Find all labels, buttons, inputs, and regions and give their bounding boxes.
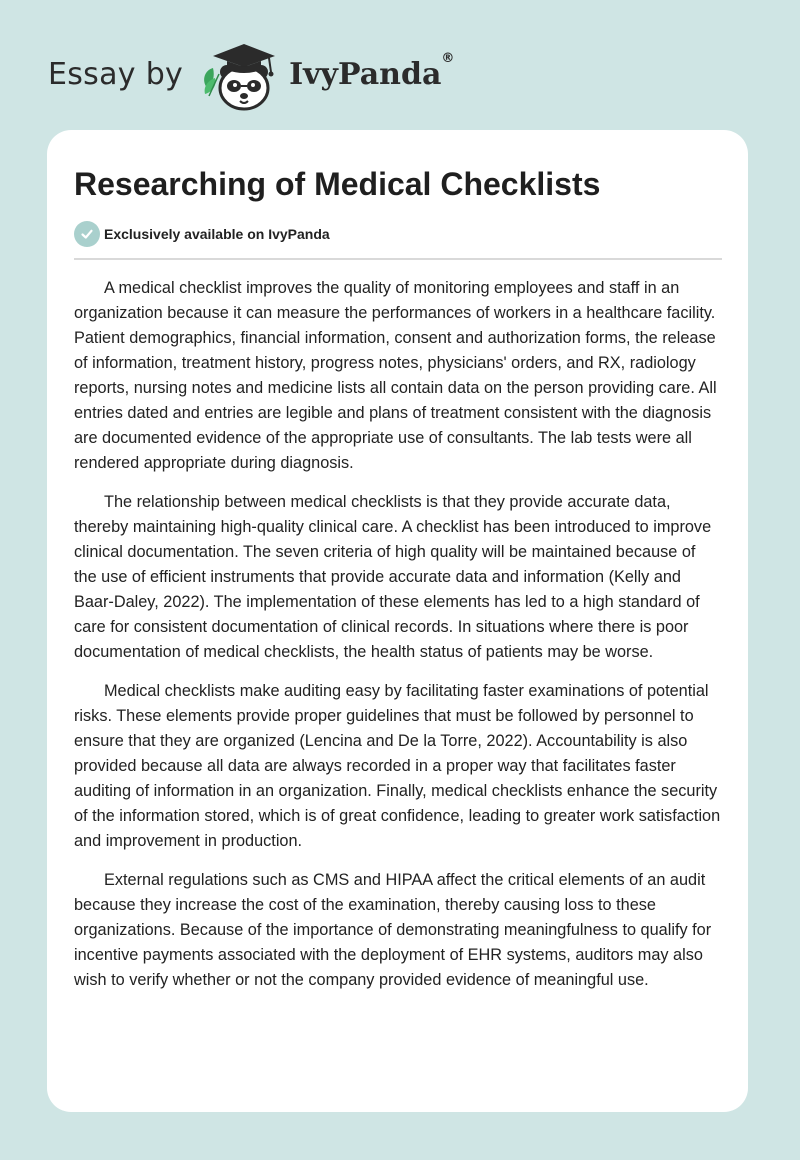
- essay-card: [47, 130, 748, 1112]
- exclusive-label: Exclusively available on IvyPanda: [104, 226, 330, 242]
- panda-logo-icon: [197, 34, 287, 114]
- exclusive-badge: [74, 221, 722, 247]
- paragraph-4: External regulations such as CMS and HIPAA affect the critical elements of an audit because they increase the cost of the examination, thereby causing loss to these organizations. Because of the importance of demonstrating meaningfulness to qualify for incentive payments associated with the deployment of EHR systems, auditors may also wish to verify whether or not the company provided evidence of meaningful use.: [74, 871, 712, 989]
- brand-name-text: IvyPanda: [289, 56, 442, 92]
- paragraph-2: The relationship between medical checklists is that they provide accurate data, thereby maintaining high-quality clinical care. A checklist has been introduced to improve clinical documentation. The seven criteria of high quality will be maintained because of the use of efficient instruments that provide accurate data and information (Kelly and Baar-Daley, 2022). The implementation of these elements has led to a high standard of care for consistent documentation of clinical records. In situations where there is poor documentation of medical checklists, the health status of patients may be worse.: [74, 493, 712, 661]
- essay-body: [74, 276, 722, 993]
- paragraph-3: Medical checklists make auditing easy by facilitating faster examinations of potential risks. These elements provide proper guidelines that must be followed by personnel to ensure that they are organized (Lencina and De la Torre, 2022). Accountability is also provided because all data are always recorded in a proper way that facilitates faster auditing of information in an organization. Finally, medical checklists enhance the security of the information stored, which is of great confidence, leading to greater work satisfaction and improvement in production.: [74, 682, 721, 850]
- paragraph-1: A medical checklist improves the quality of monitoring employees and staff in an organization because it can measure the performances of workers in a healthcare facility. Patient demographics, financial information, consent and authorization forms, the release of information, treatment history, progress notes, physicians' orders, and RX, radiology reports, nursing notes and medicine lists all contain data on the person providing care. All entries dated and entries are legible and plans of treatment consistent with the diagnosis are documented evidence of the appropriate use of consultants. The lab tests were all rendered appropriate during diagnosis.: [74, 279, 717, 472]
- brand-name: [289, 50, 455, 92]
- divider: [74, 258, 722, 260]
- registered-mark: ®: [441, 50, 455, 66]
- check-icon: [74, 221, 100, 247]
- page-title: Researching of Medical Checklists: [74, 166, 601, 202]
- brand-prefix: Essay by: [48, 56, 184, 92]
- brand-header[interactable]: [48, 34, 454, 114]
